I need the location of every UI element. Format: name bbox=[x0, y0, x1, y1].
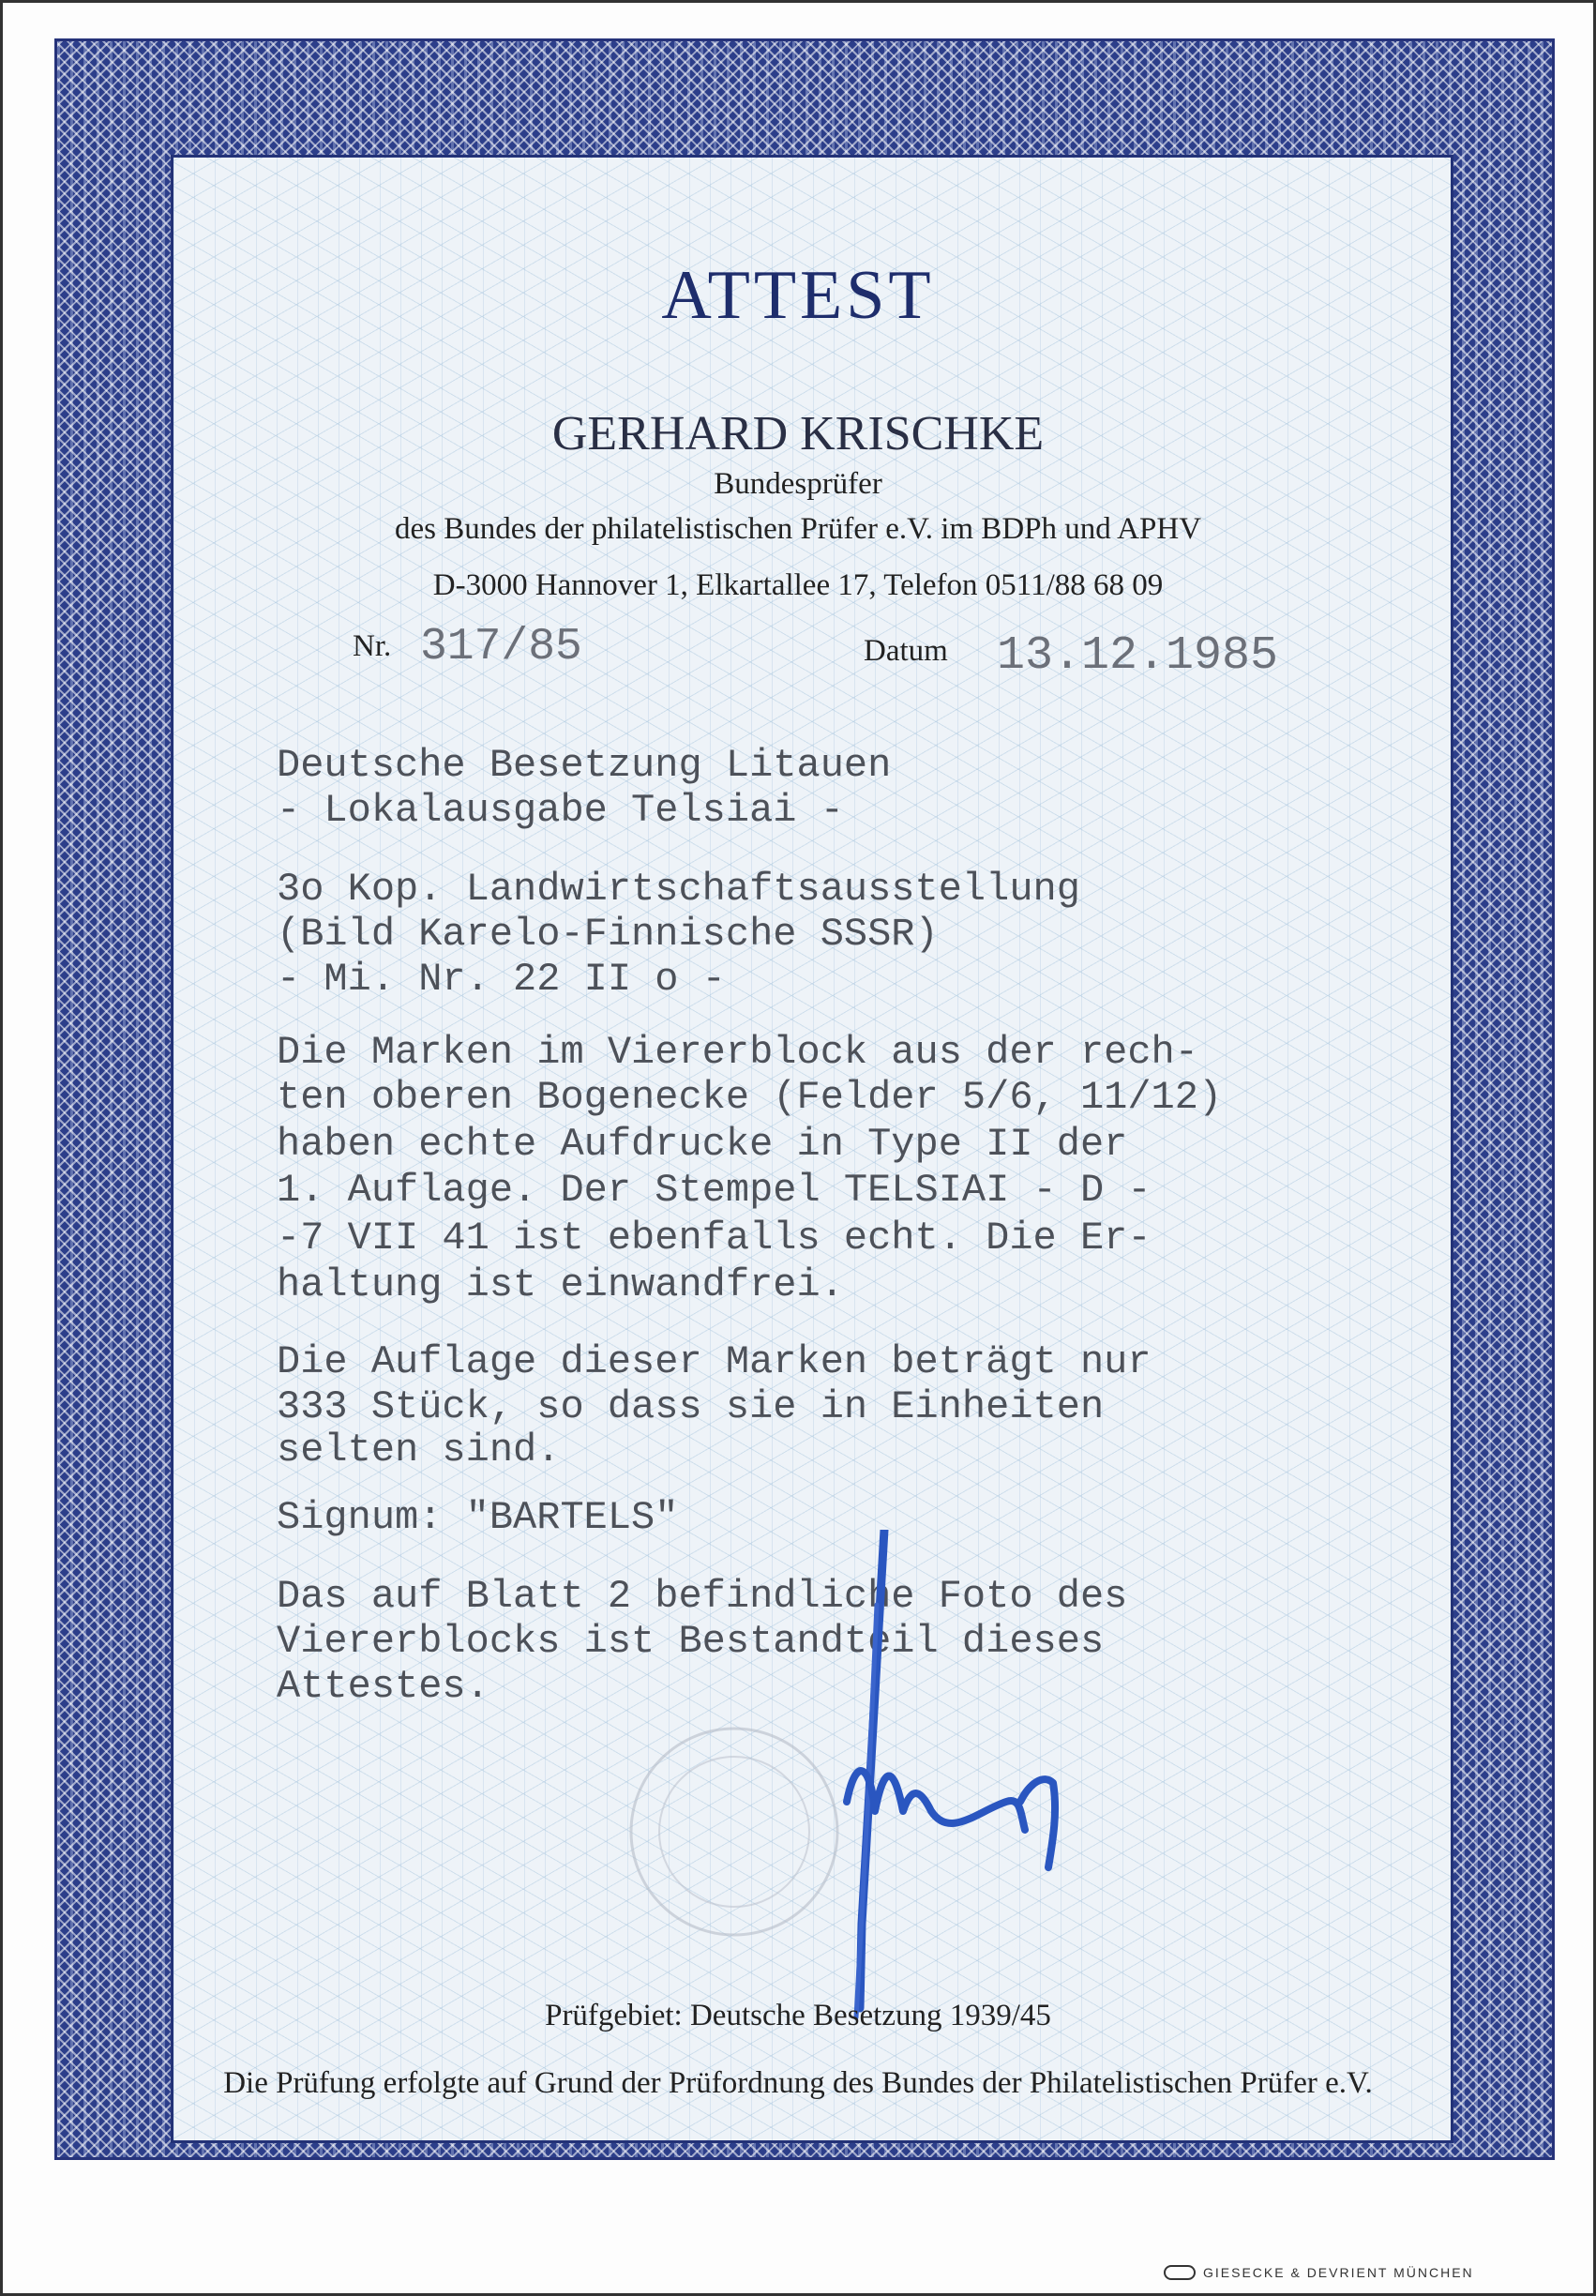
body-line: Die Auflage dieser Marken beträgt nur bbox=[277, 1339, 1152, 1384]
body-line: -7 VII 41 ist ebenfalls echt. Die Er- bbox=[277, 1216, 1152, 1261]
body-line: Attestes. bbox=[277, 1664, 489, 1709]
date-label: Datum bbox=[864, 634, 948, 668]
body-line: 1. Auflage. Der Stempel TELSIAI - D - bbox=[277, 1168, 1152, 1213]
giesecke-devrient-logo-icon bbox=[1164, 2265, 1196, 2280]
number-label: Nr. bbox=[353, 629, 392, 663]
body-line: 333 Stück, so dass sie in Einheiten bbox=[277, 1384, 1105, 1429]
printer-name: GIESECKE & DEVRIENT MÜNCHEN bbox=[1203, 2265, 1474, 2280]
examination-field: Prüfgebiet: Deutsche Besetzung 1939/45 bbox=[545, 1999, 1051, 2032]
examiner-name: GERHARD KRISCHKE bbox=[551, 407, 1045, 461]
number-value: 317/85 bbox=[420, 622, 582, 672]
body-line: - Mi. Nr. 22 II o - bbox=[277, 957, 726, 1002]
body-line: selten sind. bbox=[277, 1427, 561, 1473]
examiner-address: D-3000 Hannover 1, Elkartallee 17, Telefon 0511/88 68 09 bbox=[432, 568, 1164, 602]
body-line: haltung ist einwandfrei. bbox=[277, 1262, 844, 1307]
body-line: Die Marken im Viererblock aus der rech- bbox=[277, 1030, 1198, 1075]
body-line: Deutsche Besetzung Litauen bbox=[277, 743, 892, 788]
examiner-role: Bundesprüfer bbox=[714, 467, 882, 501]
body-line: (Bild Karelo-Finnische SSSR) bbox=[277, 912, 939, 957]
examiner-signature bbox=[819, 1530, 1100, 2055]
body-line: Das auf Blatt 2 befindliche Foto des bbox=[277, 1574, 1128, 1619]
date-value: 13.12.1985 bbox=[997, 629, 1279, 683]
body-line: ten oberen Bogenecke (Felder 5/6, 11/12) bbox=[277, 1075, 1223, 1120]
examiner-organization: des Bundes der philatelistischen Prüfer e.V. im BDPh und APHV bbox=[394, 512, 1202, 546]
printer-imprint bbox=[1164, 2265, 1474, 2280]
body-line: 3o Kop. Landwirtschaftsausstellung bbox=[277, 867, 1080, 912]
certificate-title: ATTEST bbox=[661, 257, 935, 334]
body-line: haben echte Aufdrucke in Type II der bbox=[277, 1122, 1128, 1167]
body-line: Viererblocks ist Bestandteil dieses bbox=[277, 1619, 1105, 1664]
body-line: Signum: "BARTELS" bbox=[277, 1495, 679, 1540]
footer-note: Die Prüfung erfolgte auf Grund der Prüfordnung des Bundes der Philatelistischen Prüfer e.V. bbox=[223, 2066, 1373, 2100]
body-line: - Lokalausgabe Telsiai - bbox=[277, 788, 844, 833]
